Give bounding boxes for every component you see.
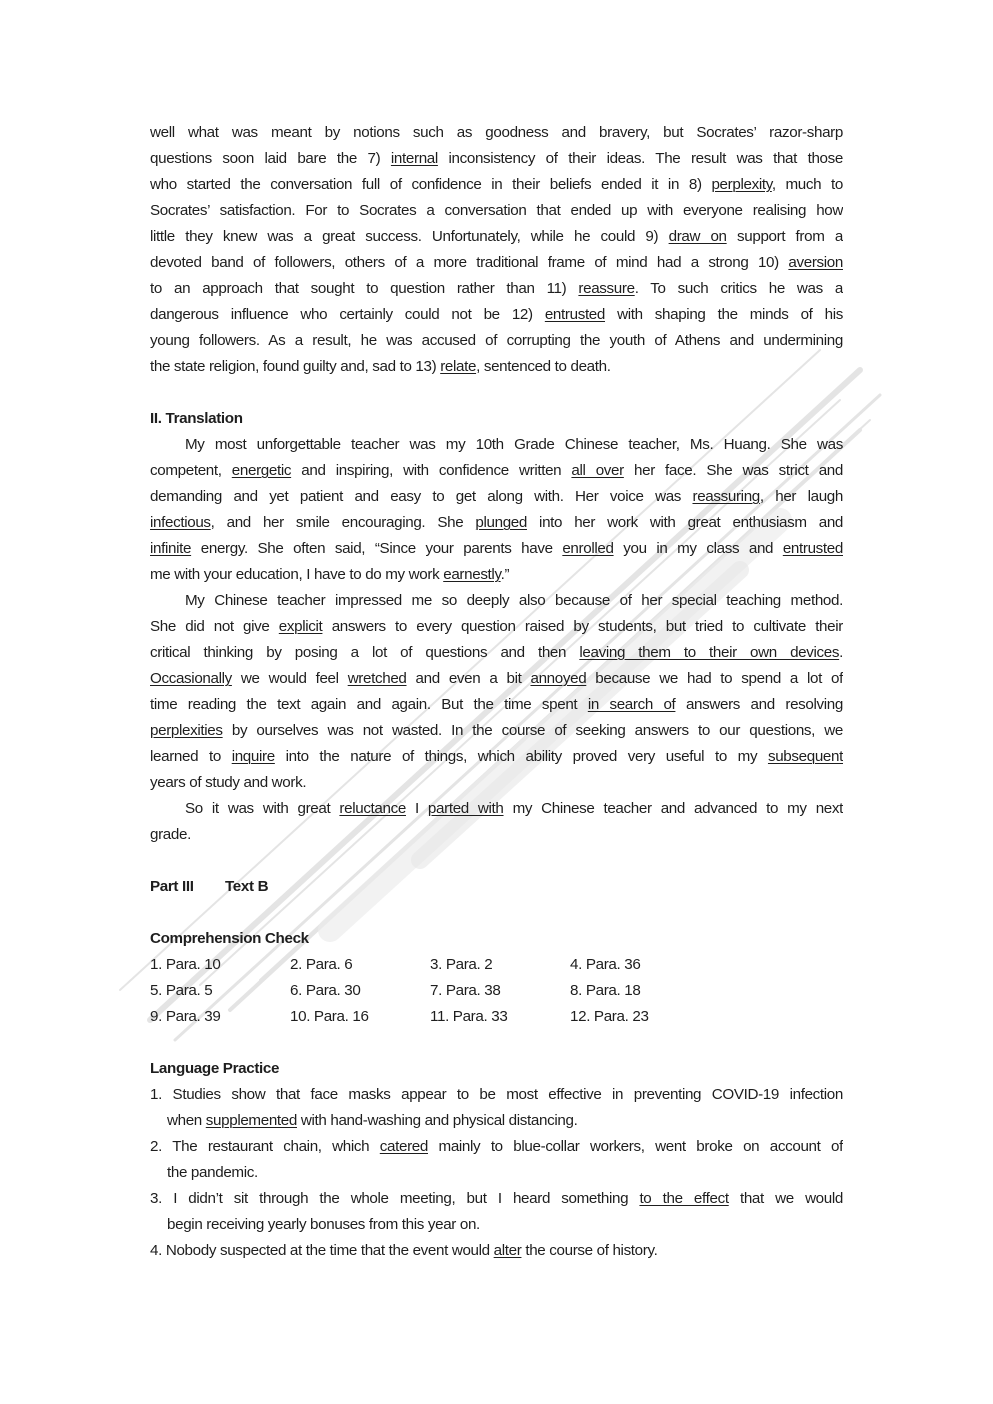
- text-run: 3. I didn’t sit through the whole meeting, but I heard something: [150, 1190, 640, 1207]
- practice-line: [150, 1186, 843, 1212]
- practice-line: [150, 1082, 843, 1108]
- text-run: My Chinese teacher impressed me so deeply also because of her special teaching method.: [185, 592, 843, 609]
- translation-line: [150, 796, 843, 822]
- answer-underlined: earnestly: [443, 566, 501, 583]
- text-run: years of study and work.: [150, 774, 307, 791]
- text-run: dangerous influence who certainly could not be 12): [150, 306, 545, 323]
- answer-cell: 11. Para. 33: [430, 1008, 508, 1025]
- answer-underlined: to the effect: [639, 1190, 729, 1207]
- answer-cell: 6. Para. 30: [290, 982, 361, 999]
- text-run: She did not give: [150, 618, 279, 635]
- passage-line: [150, 172, 843, 198]
- translation-line: [150, 640, 843, 666]
- passage-line: [150, 224, 843, 250]
- text-run: support from a: [726, 228, 843, 245]
- practice-line: [150, 1134, 843, 1160]
- answer-underlined: supplemented: [205, 1112, 297, 1129]
- text-run: Socrates’ satisfaction. For to Socrates a conversation that ended up with everyone realising how: [150, 202, 843, 219]
- translation-line: [150, 718, 843, 744]
- answer-underlined: in search of: [587, 696, 676, 713]
- text-run: into her work with great enthusiasm and: [527, 514, 843, 531]
- text-run: answers to every question raised by students, but tried to cultivate their: [322, 618, 843, 635]
- translation-line: [150, 536, 843, 562]
- text-run: demanding and yet patient and easy to get along with. Her voice was: [150, 488, 693, 505]
- translation-line: [150, 692, 843, 718]
- text-run: devoted band of followers, others of a more traditional frame of mind had a strong 10): [150, 254, 789, 271]
- text-run: 1. Studies show that face masks appear to be most effective in preventing COVID-19 infection: [150, 1086, 843, 1103]
- text-run: learned to: [150, 748, 232, 765]
- text-run: that we would: [728, 1190, 843, 1207]
- answer-cell: 8. Para. 18: [570, 982, 641, 999]
- passage-line: [150, 146, 843, 172]
- text-run: with hand-washing and physical distancing.: [297, 1112, 578, 1129]
- answer-underlined: leaving them to their own devices: [579, 644, 840, 661]
- practice-line: [150, 1108, 843, 1134]
- translation-line: [150, 458, 843, 484]
- text-run: 2. The restaurant chain, which: [150, 1138, 380, 1155]
- passage-line: [150, 302, 843, 328]
- text-run: because we had to spend a lot of: [586, 670, 843, 687]
- text-run: who started the conversation full of confidence in their beliefs ended it in 8): [150, 176, 712, 193]
- answer-underlined: energetic: [231, 462, 292, 479]
- answer-underlined: enrolled: [562, 540, 614, 557]
- translation-line: [150, 614, 843, 640]
- passage-line: [150, 354, 843, 380]
- answer-underlined: wretched: [347, 670, 407, 687]
- text-run: , sentenced to death.: [476, 358, 611, 375]
- answer-underlined: parted with: [427, 800, 504, 817]
- answer-cell: 4. Para. 36: [570, 956, 641, 973]
- text-run: critical thinking by posing a lot of questions and then: [150, 644, 580, 661]
- answer-underlined: perplexity: [711, 176, 772, 193]
- text-run: little they knew was a great success. Unfortunately, while he could 9): [150, 228, 669, 245]
- answer-cell: 5. Para. 5: [150, 982, 213, 999]
- text-run: by ourselves was not wasted. In the course of seeking answers to our questions, we: [222, 722, 843, 739]
- text-run: , her laugh: [759, 488, 843, 505]
- answer-cell: 10. Para. 16: [290, 1008, 369, 1025]
- text-run: you in my class and: [613, 540, 783, 557]
- text-run: So it was with great: [185, 800, 340, 817]
- text-run: 4. Nobody suspected at the time that the event would: [150, 1242, 494, 1259]
- text-run: when: [167, 1112, 206, 1129]
- answer-underlined: entrusted: [544, 306, 606, 323]
- translation-line: [150, 666, 843, 692]
- answer-underlined: annoyed: [530, 670, 587, 687]
- text-run: , much to: [771, 176, 843, 193]
- translation-line: [150, 744, 843, 770]
- text-run: the state religion, found guilty and, sad to 13): [150, 358, 441, 375]
- text-run: answers and resolving: [675, 696, 843, 713]
- translation-line: [150, 562, 843, 588]
- text-run: the pandemic.: [167, 1164, 258, 1181]
- text-run: her face. She was strict and: [623, 462, 843, 479]
- answer-underlined: alter: [493, 1242, 522, 1259]
- answer-cell: 1. Para. 10: [150, 956, 221, 973]
- translation-line: [150, 432, 843, 458]
- answer-underlined: reassuring: [692, 488, 760, 505]
- translation-line: [150, 484, 843, 510]
- comprehension-heading: Comprehension Check: [150, 930, 309, 947]
- part-label: Part III: [150, 878, 194, 895]
- text-label: Text B: [225, 878, 269, 895]
- answer-cell: 2. Para. 6: [290, 956, 353, 973]
- text-run: . To such critics he was a: [634, 280, 843, 297]
- language-practice-heading: Language Practice: [150, 1060, 280, 1077]
- text-run: energy. She often said, “Since your parents have: [191, 540, 563, 557]
- text-run: me with your education, I have to do my work: [150, 566, 444, 583]
- answer-underlined: inquire: [231, 748, 275, 765]
- text-run: grade.: [150, 826, 191, 843]
- text-run: questions soon laid bare the 7): [150, 150, 391, 167]
- answer-underlined: catered: [379, 1138, 428, 1155]
- answer-underlined: draw on: [668, 228, 727, 245]
- translation-heading: II. Translation: [150, 410, 243, 427]
- text-run: competent,: [150, 462, 232, 479]
- answer-underlined: subsequent: [767, 748, 843, 765]
- text-run: , and her smile encouraging. She: [210, 514, 476, 531]
- translation-line: [150, 770, 843, 796]
- text-run: with shaping the minds of his: [605, 306, 843, 323]
- answer-underlined: infectious: [150, 514, 211, 531]
- text-run: well what was meant by notions such as goodness and bravery, but Socrates’ razor-sharp: [150, 124, 843, 141]
- answer-underlined: all over: [571, 462, 624, 479]
- answer-cell: 9. Para. 39: [150, 1008, 221, 1025]
- text-run: and inspiring, with confidence written: [291, 462, 572, 479]
- passage-line: [150, 120, 843, 146]
- answer-underlined: aversion: [788, 254, 843, 271]
- answer-underlined: reassure: [578, 280, 635, 297]
- answer-underlined: plunged: [475, 514, 527, 531]
- text-run: inconsistency of their ideas. The result was that those: [437, 150, 843, 167]
- translation-line: [150, 510, 843, 536]
- text-run: I: [405, 800, 428, 817]
- passage-line: [150, 250, 843, 276]
- translation-line: [150, 588, 843, 614]
- text-run: .: [839, 644, 843, 661]
- answer-underlined: entrusted: [782, 540, 843, 557]
- passage-line: [150, 328, 843, 354]
- text-run: to an approach that sought to question rather than 11): [150, 280, 579, 297]
- text-run: begin receiving yearly bonuses from this year on.: [167, 1216, 480, 1233]
- practice-line: [150, 1160, 843, 1186]
- text-run: we would feel: [231, 670, 348, 687]
- text-run: young followers. As a result, he was accused of corrupting the youth of Athens and undermining: [150, 332, 843, 349]
- text-run: time reading the text again and again. But the time spent: [150, 696, 588, 713]
- answer-underlined: infinite: [150, 540, 192, 557]
- passage-line: [150, 198, 843, 224]
- text-run: mainly to blue-collar workers, went broke on account of: [428, 1138, 843, 1155]
- text-run: the course of history.: [521, 1242, 658, 1259]
- answer-underlined: Occasionally: [150, 670, 232, 687]
- answer-cell: 7. Para. 38: [430, 982, 501, 999]
- answer-underlined: explicit: [278, 618, 323, 635]
- text-run: My most unforgettable teacher was my 10th Grade Chinese teacher, Ms. Huang. She was: [185, 436, 843, 453]
- practice-line: [150, 1212, 843, 1238]
- answer-underlined: perplexities: [150, 722, 223, 739]
- answer-underlined: reluctance: [339, 800, 406, 817]
- answer-underlined: internal: [390, 150, 438, 167]
- text-run: .”: [500, 566, 510, 583]
- translation-line: [150, 822, 843, 848]
- answer-underlined: relate: [440, 358, 477, 375]
- text-run: and even a bit: [406, 670, 531, 687]
- answer-cell: 12. Para. 23: [570, 1008, 649, 1025]
- practice-line: [150, 1238, 843, 1264]
- passage-line: [150, 276, 843, 302]
- text-run: into the nature of things, which ability proved very useful to my: [274, 748, 768, 765]
- answer-cell: 3. Para. 2: [430, 956, 493, 973]
- text-run: my Chinese teacher and advanced to my next: [503, 800, 843, 817]
